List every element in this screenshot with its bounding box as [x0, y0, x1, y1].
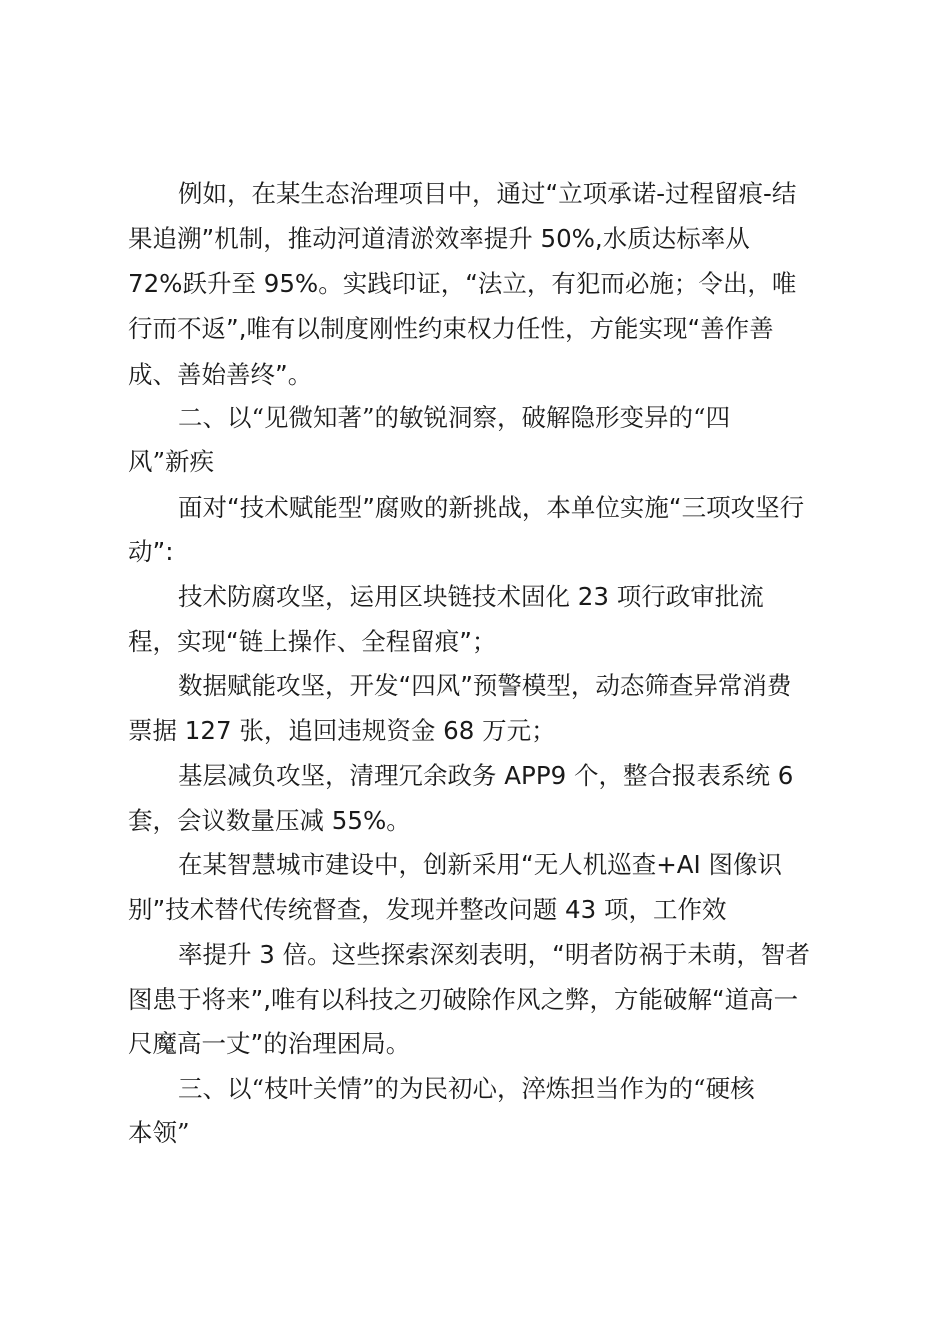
list-item-grassroots-line-1: 基层减负攻坚，清理冗余政务 APP9 个，整合报表系统 6 [178, 761, 794, 790]
paragraph-example-line-4: 行而不返”,唯有以制度刚性约束权力任性，方能实现“善作善 [128, 314, 774, 343]
paragraph-challenge-line-1: 面对“技术赋能型”腐败的新挑战，本单位实施“三项攻坚行 [178, 493, 805, 522]
paragraph-example-line-2: 果追溯”机制，推动河道清淤效率提升 50%,水质达标率从 [128, 224, 750, 253]
section-heading-2-line-1: 二、以“见微知著”的敏锐洞察，破解隐形变异的“四 [178, 403, 731, 432]
paragraph-smart-city-line-4: 图患于将来”,唯有以科技之刃破除作风之弊，方能破解“道高一 [128, 985, 799, 1014]
list-item-grassroots-line-2: 套，会议数量压减 55%。 [128, 806, 411, 835]
section-heading-3-line-2: 本领” [128, 1118, 190, 1147]
paragraph-example-line-3: 72%跃升至 95%。实践印证，“法立，有犯而必施；令出，唯 [128, 269, 797, 298]
paragraph-smart-city-line-2: 别”技术替代传统督查，发现并整改问题 43 项，工作效 [128, 895, 727, 924]
list-item-data-line-2: 票据 127 张，追回违规资金 68 万元； [128, 716, 556, 745]
paragraph-example-line-1: 例如，在某生态治理项目中，通过“立项承诺-过程留痕-结 [178, 179, 797, 208]
paragraph-smart-city-line-3: 率提升 3 倍。这些探索深刻表明，“明者防祸于未萌，智者 [178, 940, 810, 969]
paragraph-smart-city-line-5: 尺魔高一丈”的治理困局。 [128, 1029, 411, 1058]
list-item-tech-line-1: 技术防腐攻坚，运用区块链技术固化 23 项行政审批流 [178, 582, 764, 611]
list-item-data-line-1: 数据赋能攻坚，开发“四风”预警模型，动态筛查异常消费 [178, 671, 792, 700]
list-item-tech-line-2: 程，实现“链上操作、全程留痕”； [128, 627, 497, 656]
paragraph-challenge-line-2: 动”: [128, 537, 174, 566]
paragraph-smart-city-line-1: 在某智慧城市建设中，创新采用“无人机巡查+AI 图像识 [178, 850, 782, 879]
section-heading-3-line-1: 三、以“枝叶关情”的为民初心，淬炼担当作为的“硬核 [178, 1074, 755, 1103]
section-heading-2-line-2: 风”新疾 [128, 447, 215, 476]
paragraph-example-line-5: 成、善始善终”。 [128, 360, 313, 389]
